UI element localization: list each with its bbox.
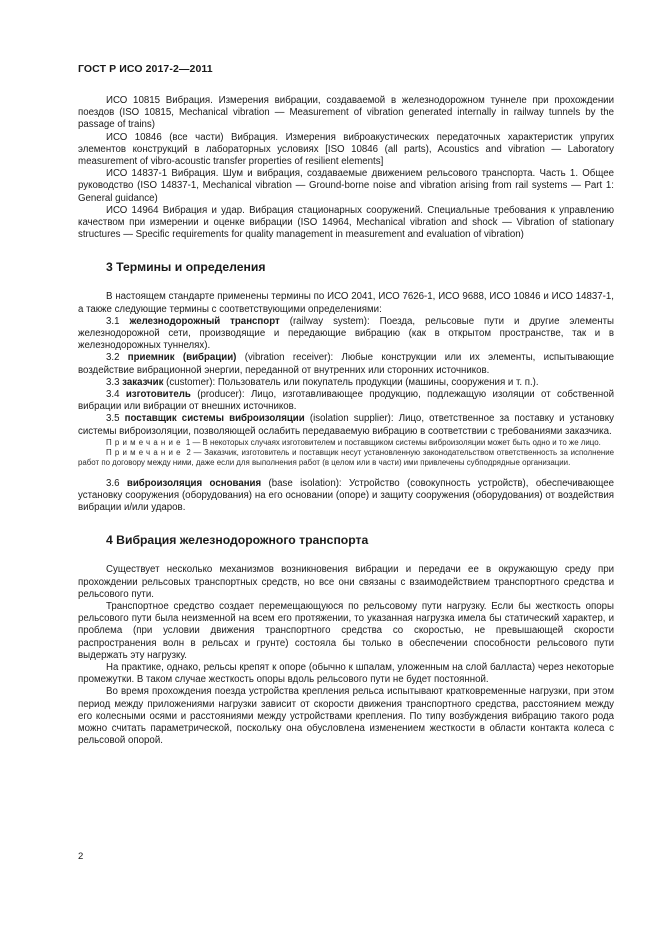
term-name: железнодорожный транспорт xyxy=(129,315,280,327)
term-text: (railway system): Поезда, рельсовые пути и другие элементы железнодорожной сети, производящие и передающие вибрацию (как в открытом пространстве, так и в железнодорожных туннелях). xyxy=(78,315,614,352)
section-4-paragraph: Во время прохождения поезда устройства крепления рельса испытывают кратковременные нагрузки, при этом период между приложениями нагрузки зависит от скорости движения транспортного средства, расстоянием между его колесными осями и расстояниями между устройствами крепления. По типу возбуждения вибрацию такого рода можно считать параметрической, поскольку она обусловлена изменением жесткости в области контакта колеса с рельсовой опорой. xyxy=(78,686,614,747)
note-text: 1 — В некоторых случаях изготовителем и поставщиком системы виброизоляции может быть одно и то же лицо. xyxy=(183,437,601,447)
note-2 xyxy=(78,448,614,469)
note-label: Примечание xyxy=(106,448,184,458)
section-4-heading: 4 Вибрация железнодорожного транспорта xyxy=(106,533,369,548)
term-name: изготовитель xyxy=(125,389,191,401)
term-definition xyxy=(78,316,614,353)
section-4-paragraph: На практике, однако, рельсы крепят к опоре (обычно к шпалам, уложенным на слой балласта) через некоторые промежутки. В таком случае жесткость опоры вдоль рельсового пути не будет постоянной. xyxy=(78,662,614,686)
section-4-paragraph: Транспортное средство создает перемещающуюся по рельсовому пути нагрузку. Если бы жесткость опоры рельсового пути была неизменной на всем его протяжении, то указанная нагрузка имела бы статический характер, и проблема (при условии движения транспортного средства со скоростью, не превышающей скорости распространения волн в рельсах и грунте) состояла бы только в обеспечении способности рельсового пути выдержать эту нагрузку. xyxy=(78,600,614,661)
note-text: 2 — Заказчик, изготовитель и поставщик несут установленную законодательством ответственность за исполнение работ по договору между ними, даже если для выполнения работ (в целом или в части) ими привлечены субподрядные организации. xyxy=(78,448,614,468)
term-name: виброизоляция основания xyxy=(126,477,262,489)
term-definition xyxy=(78,352,614,376)
note-label: Примечание xyxy=(106,437,184,447)
note-1 xyxy=(78,438,614,448)
term-definition xyxy=(78,478,614,515)
term-text: (producer): Лицо, изготавливающее продукцию, подлежащую изоляции от собственной вибрации или вибрации от внешних источников. xyxy=(78,389,614,413)
term-name: заказчик xyxy=(122,376,164,388)
section-4-paragraph: Существует несколько механизмов возникновения вибрации и передачи ее в окружающую среду при прохождении рельсовых транспортных средств, но все они связаны с взаимодействием транспортного средства и рельсового пути. xyxy=(78,564,614,600)
term-text: (isolation supplier): Лицо, ответственное за поставку и установку системы виброизоляции, позволяющей ослабить передаваемую вибрацию в соответствии с требованиями заказчика. xyxy=(78,413,614,437)
term-definition xyxy=(78,413,614,437)
term-number: 3.2 xyxy=(106,352,128,364)
term-name: поставщик системы виброизоляции xyxy=(124,413,305,425)
page-number: 2 xyxy=(78,851,84,862)
term-text: (vibration receiver): Любые конструкции или их элементы, испытывающие воздействие вибрационной энергии, переданной от внутренних или сторонних источников. xyxy=(78,352,615,376)
term-name: приемник (вибрации) xyxy=(127,352,237,364)
section-3-intro: В настоящем стандарте применены термины по ИСО 2041, ИСО 7626-1, ИСО 9688, ИСО 10846 и ИСО 14837-1, а также следующие термины с соответствующими определениями: xyxy=(78,291,614,315)
term-text: (base isolation): Устройство (совокупность устройств), обеспечивающее установку сооружения (оборудования) на его основании (опоре) и защиту сооружения (оборудования) от воздействия вибрации и/или ударов. xyxy=(78,477,615,514)
term-text: (customer): Пользователь или покупатель продукции (машины, сооружения и т. п.). xyxy=(163,376,539,388)
section-3-heading: 3 Термины и определения xyxy=(106,260,266,275)
term-number: 3.6 xyxy=(106,477,127,489)
term-definition xyxy=(78,389,614,413)
reference-item: ИСО 14837-1 Вибрация. Шум и вибрация, создаваемые движением рельсового транспорта. Часть 1. Общее руководство (ISO 14837-1, Mechanical vibration — Ground-borne noise and vibration arising from rail systems — Part 1: General guidance) xyxy=(78,168,614,204)
document-body xyxy=(78,95,614,747)
term-number: 3.3 xyxy=(106,376,123,388)
reference-item: ИСО 10815 Вибрация. Измерения вибрации, создаваемой в железнодорожном туннеле при прохождении поездов (ISO 10815, Mechanical vibration — Measurement of vibration generated internally in railway tunnels by the passage of trains) xyxy=(78,95,614,131)
term-definition xyxy=(78,377,614,389)
term-number: 3.4 xyxy=(106,389,126,401)
document-header: ГОСТ Р ИСО 2017-2—2011 xyxy=(78,63,213,75)
reference-item: ИСО 10846 (все части) Вибрация. Измерения виброакустических передаточных характеристик упругих элементов конструкций в лабораторных условиях [ISO 10846 (all parts), Acoustics and vibration — Laboratory measurement of vibro-acoustic transfer properties of resilient elements] xyxy=(78,131,614,168)
term-number: 3.1 xyxy=(106,315,130,327)
term-number: 3.5 xyxy=(106,413,125,425)
reference-item: ИСО 14964 Вибрация и удар. Вибрация стационарных сооружений. Специальные требования к управлению качеством при измерении и оценке вибрации (ISO 14964, Mechanical vibration and shock — Vibration of stationary structures — Specific requirements for quality management in measurement and evaluation of vibration) xyxy=(78,204,614,241)
